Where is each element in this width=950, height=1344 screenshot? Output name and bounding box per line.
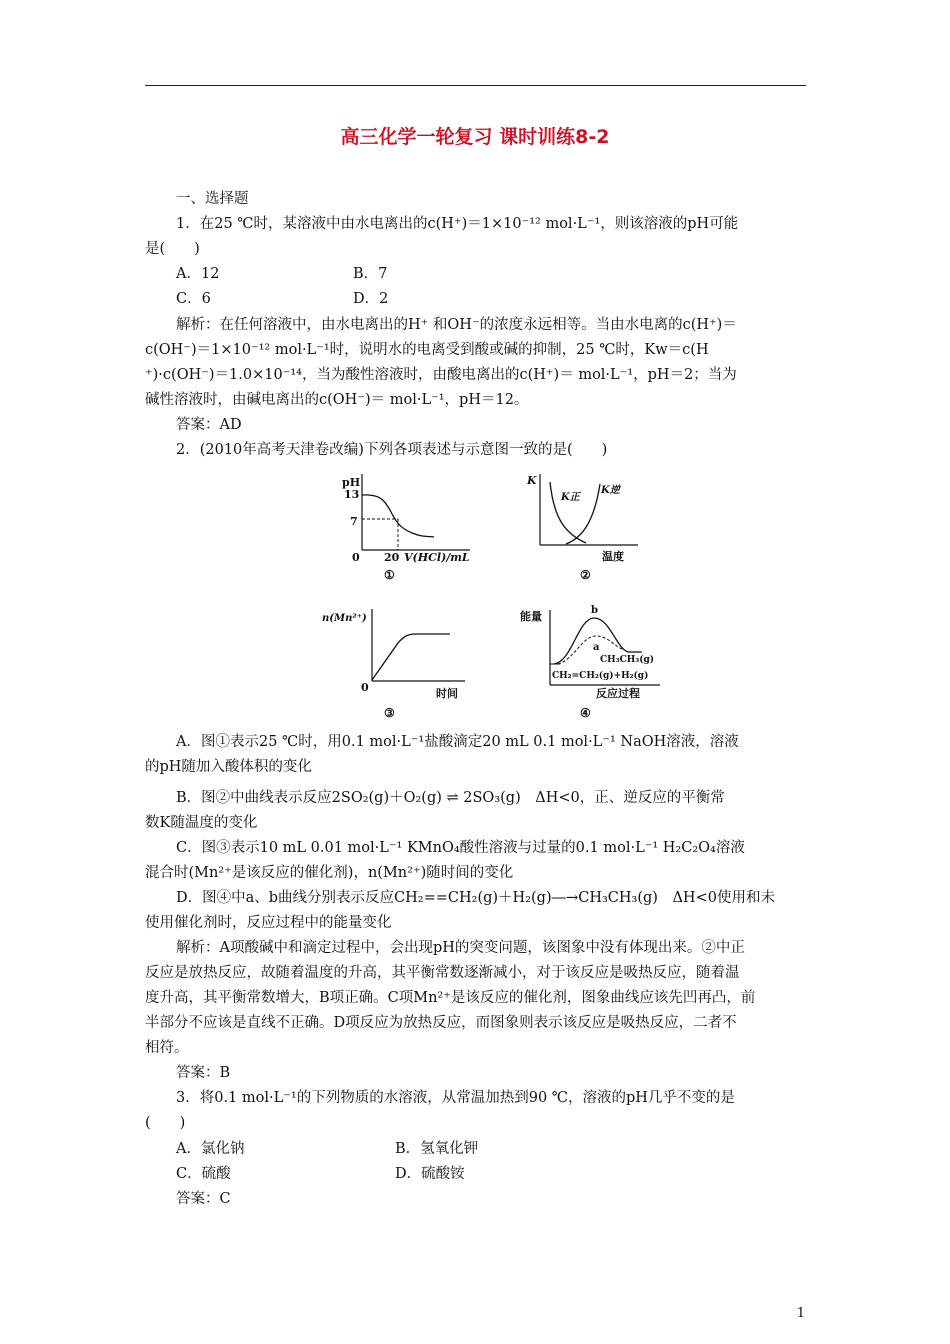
fig2-xlabel: 温度 (602, 550, 624, 563)
fig1-ylabel: pH (342, 476, 361, 489)
q1-option-b: B．7 (353, 266, 388, 282)
q2-analysis-line: 解析：A项酸碱中和滴定过程中，会出现pH的突变问题，该图象中没有体现出来。②中正 (176, 940, 745, 956)
q1-answer: 答案：AD (176, 417, 242, 433)
q3-option-b: B．氢氧化钾 (395, 1141, 479, 1157)
q2-analysis-line: 反应是放热反应，故随着温度的升高，其平衡常数逐渐减小，对于该反应是吸热反应，随着温 (145, 965, 740, 981)
fig1-tick-13: 13 (344, 488, 360, 501)
q2-option-d: D．图④中a、b曲线分别表示反应CH₂==CH₂(g)＋H₂(g)―→CH₃CH₃(g) ΔH<0使用和未 (176, 890, 775, 906)
q2-option-b: B．图②中曲线表示反应2SO₂(g)＋O₂(g) ⇌ 2SO₃(g) ΔH<0，正、逆反应的平衡常 (176, 790, 725, 806)
fig3-origin: 0 (361, 681, 369, 694)
fig2-label-krev: K逆 (601, 485, 620, 496)
figure-3-mn-vs-time (320, 605, 480, 725)
q3-option-d: D．硫酸铵 (395, 1166, 465, 1182)
q1-option-d: D．2 (353, 291, 389, 307)
fig1-tick-7: 7 (350, 515, 358, 528)
q2-analysis-line: 度升高，其平衡常数增大，B项正确。C项Mn²⁺是该反应的催化剂，图象曲线应该先凹再凸，前 (145, 990, 756, 1006)
question-2-stem: 2．(2010年高考天津卷改编)下列各项表述与示意图一致的是( ) (176, 442, 608, 458)
question-3-stem-cont: ( ) (145, 1115, 186, 1131)
question-1-stem: 1．在25 ℃时，某溶液中由水电离出的c(H⁺)＝1×10⁻¹² mol·L⁻¹，则该溶液的pH可能 (176, 216, 739, 232)
q2-answer: 答案：B (176, 1065, 231, 1081)
fig1-xlabel: V(HCl)/mL (404, 551, 470, 564)
fig3-curve (372, 634, 450, 680)
q3-option-a: A．氯化钠 (176, 1141, 245, 1157)
q2-option-a-cont: 的pH随加入酸体积的变化 (145, 759, 312, 775)
q1-option-c: C．6 (176, 291, 211, 307)
q3-answer: 答案：C (176, 1191, 231, 1207)
q1-option-a: A．12 (176, 266, 220, 282)
fig3-caption: ③ (384, 706, 395, 720)
figure-1-titration-curve (320, 470, 480, 585)
header-rule (145, 85, 806, 86)
q2-option-c-cont: 混合时(Mn²⁺是该反应的催化剂)，n(Mn²⁺)随时间的变化 (145, 865, 514, 881)
fig4-product-label: CH₃CH₃(g) (600, 655, 655, 665)
q3-option-c: C．硫酸 (176, 1166, 231, 1182)
fig1-tick-20: 20 (384, 551, 400, 564)
question-1-stem-cont: 是( ) (145, 241, 200, 257)
fig3-ylabel: n(Mn²⁺) (322, 613, 367, 624)
q2-option-b-cont: 数K随温度的变化 (145, 815, 258, 831)
page-number: 1 (796, 1306, 805, 1321)
q2-option-c: C．图③表示10 mL 0.01 mol·L⁻¹ KMnO₄酸性溶液与过量的0.1 mol·L⁻¹ H₂C₂O₄溶液 (176, 840, 745, 856)
fig4-reactant-label: CH₂=CH₂(g)+H₂(g) (552, 671, 649, 681)
fig3-xlabel: 时间 (436, 687, 458, 700)
q2-option-a: A．图①表示25 ℃时，用0.1 mol·L⁻¹盐酸滴定20 mL 0.1 mol·L⁻¹ NaOH溶液，溶液 (176, 734, 739, 750)
q1-analysis-line: c(OH⁻)＝1×10⁻¹² mol·L⁻¹时，说明水的电离受到酸或碱的抑制，25 ℃时，Kw＝c(H (145, 342, 709, 358)
figure-4-energy-profile (520, 600, 670, 725)
fig4-label-a: a (593, 642, 600, 653)
fig2-ylabel: K (527, 474, 537, 487)
q2-analysis-line: 半部分不应该是直线不正确。D项反应为放热反应，而图象则表示该反应是吸热反应，二者不 (145, 1015, 737, 1031)
fig4-ylabel: 能量 (520, 610, 542, 623)
section-heading: 一、选择题 (176, 191, 249, 207)
q1-analysis-line: ⁺)·c(OH⁻)＝1.0×10⁻¹⁴，当为酸性溶液时，由酸电离出的c(H⁺)＝ mol·L⁻¹，pH＝2；当为 (145, 367, 737, 383)
q2-option-d-cont: 使用催化剂时，反应过程中的能量变化 (145, 915, 392, 931)
page-title: 高三化学一轮复习 课时训练8-2 (340, 126, 610, 148)
q2-analysis-line: 相符。 (145, 1040, 189, 1056)
fig4-xlabel: 反应过程 (596, 687, 640, 700)
fig1-origin: 0 (352, 551, 360, 564)
figure-2-k-vs-temperature (520, 470, 650, 585)
fig2-label-kfwd: K正 (561, 492, 580, 503)
q1-analysis-line: 解析：在任何溶液中，由水电离出的H⁺ 和OH⁻的浓度永远相等。当由水电离的c(H⁺)＝ (176, 317, 737, 333)
fig2-caption: ② (580, 568, 591, 582)
fig4-caption: ④ (580, 706, 591, 720)
question-3-stem: 3．将0.1 mol·L⁻¹的下列物质的水溶液，从常温加热到90 ℃，溶液的pH几乎不变的是 (176, 1090, 735, 1106)
fig4-label-b: b (591, 605, 598, 616)
q1-analysis-line: 碱性溶液时，由碱电离出的c(OH⁻)＝ mol·L⁻¹，pH＝12。 (145, 392, 529, 408)
fig1-caption: ① (384, 568, 395, 582)
